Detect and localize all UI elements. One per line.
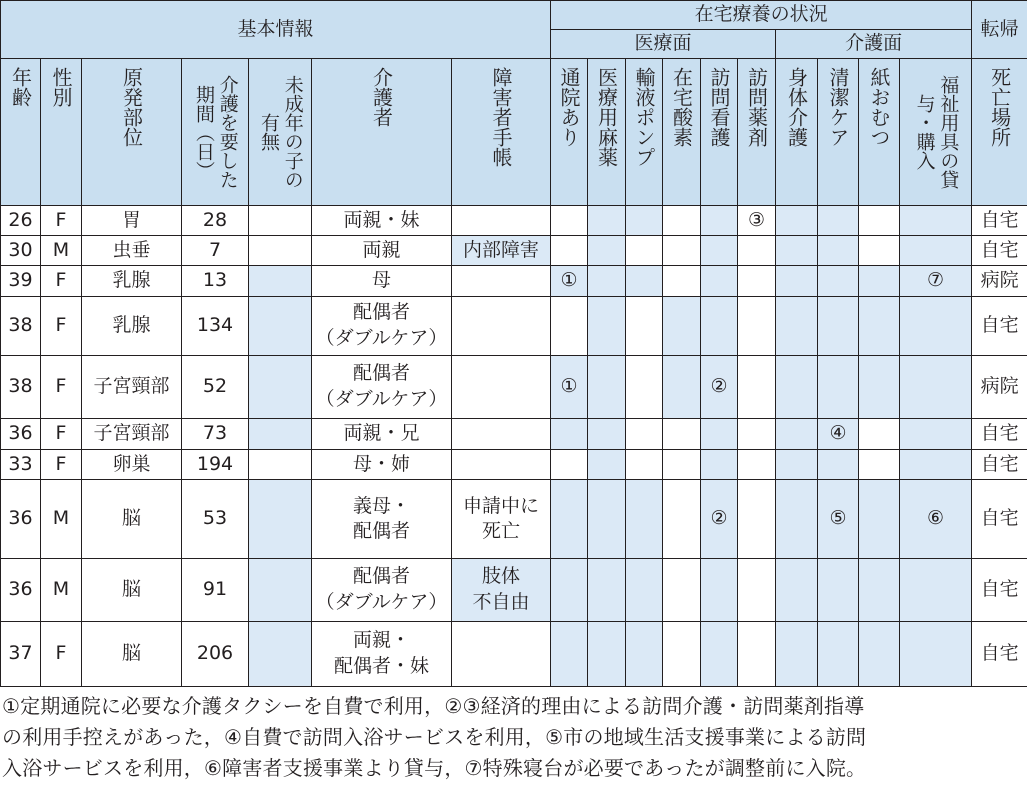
- cell-home-oxygen: [663, 205, 701, 235]
- cell-sex-value: F: [55, 269, 67, 292]
- cell-welfare-equipment-value: ⑥: [927, 507, 945, 530]
- cell-sex-value: M: [52, 507, 70, 530]
- cell-outpatient: [551, 266, 588, 296]
- cell-care-days: [182, 296, 249, 355]
- col-header-narcotics: 医療用麻薬: [588, 59, 626, 206]
- cell-age: [1, 205, 41, 235]
- cell-age: [1, 419, 41, 449]
- cell-death-place: [972, 266, 1027, 296]
- cell-primary-site: [82, 296, 182, 355]
- footnote-line: ①定期通院に必要な介護タクシーを自費で利用，②③経済的理由による訪問介護・訪問薬剤指導: [2, 694, 865, 718]
- cell-home-pharmacy: [738, 355, 776, 419]
- cell-home-pharmacy: [738, 205, 776, 235]
- cell-sex: [41, 236, 82, 266]
- cell-age: [1, 266, 41, 296]
- cell-welfare-equipment: [900, 622, 972, 687]
- cell-home-nursing-value: ②: [710, 507, 728, 530]
- table-row: [1, 559, 1027, 622]
- cell-caregiver-line: 配偶者: [352, 301, 410, 324]
- cell-care-days-value: 52: [202, 375, 228, 398]
- cell-disability-cert: [452, 355, 551, 419]
- table-row: [1, 296, 1027, 355]
- cell-primary-site-value: 脳: [121, 642, 141, 665]
- cell-infusion-pump: [626, 296, 663, 355]
- cell-caregiver: [312, 480, 452, 559]
- cell-primary-site: [82, 419, 182, 449]
- cell-caregiver-line: 配偶者・妹: [333, 655, 429, 678]
- cell-age-value: 39: [8, 269, 33, 292]
- col-header-care-days: 介護を要した期間（日）: [182, 59, 249, 206]
- table-row: [1, 480, 1027, 559]
- cell-caregiver: [312, 355, 452, 419]
- cell-death-place-value: 自宅: [980, 313, 1019, 336]
- cell-caregiver-line: 義母・: [352, 494, 410, 517]
- cell-primary-site-value: 子宮頸部: [93, 422, 170, 445]
- cell-disability-cert: [452, 449, 551, 479]
- cell-hygiene-care: [818, 266, 859, 296]
- cell-minor-child: [249, 205, 312, 235]
- cell-caregiver-line: 両親・: [352, 629, 410, 652]
- cell-narcotics: [588, 266, 626, 296]
- cell-home-oxygen: [663, 559, 701, 622]
- cell-outpatient: [551, 355, 588, 419]
- cell-body-care: [776, 296, 818, 355]
- cell-narcotics: [588, 449, 626, 479]
- cell-sex: [41, 480, 82, 559]
- cell-care-days: [182, 236, 249, 266]
- cell-body-care: [776, 266, 818, 296]
- cell-home-oxygen: [663, 449, 701, 479]
- col-header-home-nursing: 訪問看護: [701, 59, 738, 206]
- cell-primary-site-value: 卵巣: [112, 452, 151, 475]
- cell-infusion-pump: [626, 480, 663, 559]
- cell-welfare-equipment: [900, 449, 972, 479]
- header-home-care-status: 在宅療養の状況: [551, 1, 972, 30]
- cell-sex-value: M: [52, 578, 70, 601]
- cell-diapers: [859, 266, 900, 296]
- cell-narcotics: [588, 236, 626, 266]
- cell-minor-child: [249, 622, 312, 687]
- cell-home-nursing: [701, 236, 738, 266]
- cell-outpatient: [551, 559, 588, 622]
- col-header-caregiver: 介護者: [312, 59, 452, 206]
- cell-hygiene-care: [818, 559, 859, 622]
- cell-hygiene-care: [818, 480, 859, 559]
- cell-hygiene-care: [818, 419, 859, 449]
- cell-caregiver: [312, 205, 452, 235]
- cell-hygiene-care: [818, 622, 859, 687]
- cell-infusion-pump: [626, 266, 663, 296]
- cell-caregiver: [312, 296, 452, 355]
- cell-home-pharmacy-value: ③: [747, 208, 766, 231]
- cell-age-value: 36: [8, 507, 33, 530]
- cell-hygiene-care: [818, 449, 859, 479]
- cell-diapers: [859, 622, 900, 687]
- cell-home-nursing: [701, 622, 738, 687]
- cell-narcotics: [588, 355, 626, 419]
- cell-age-value: 36: [8, 578, 33, 601]
- cell-home-pharmacy: [738, 296, 776, 355]
- cell-welfare-equipment: [900, 266, 972, 296]
- cell-home-oxygen: [663, 266, 701, 296]
- cell-primary-site: [82, 266, 182, 296]
- cell-disability-cert: [452, 559, 551, 622]
- cell-caregiver: [312, 419, 452, 449]
- cell-care-days-value: 73: [202, 422, 228, 445]
- cell-narcotics: [588, 205, 626, 235]
- cell-narcotics: [588, 419, 626, 449]
- cell-primary-site: [82, 622, 182, 687]
- cell-infusion-pump: [626, 449, 663, 479]
- cell-home-nursing: [701, 205, 738, 235]
- cell-sex-value: F: [55, 422, 67, 445]
- cell-hygiene-care: [818, 355, 859, 419]
- cell-home-nursing: [701, 559, 738, 622]
- table-row: [1, 205, 1027, 235]
- cell-sex-value: F: [55, 375, 67, 398]
- cell-caregiver-line: 母: [371, 269, 391, 292]
- cell-hygiene-care-value: ④: [829, 422, 847, 445]
- cell-sex-value: F: [55, 208, 67, 231]
- cell-primary-site: [82, 205, 182, 235]
- cell-caregiver-line: 母・姉: [352, 452, 410, 475]
- cell-death-place-value: 自宅: [980, 208, 1019, 231]
- cell-home-nursing: [701, 355, 738, 419]
- cell-hygiene-care: [818, 296, 859, 355]
- cell-minor-child: [249, 236, 312, 266]
- cell-welfare-equipment: [900, 480, 972, 559]
- cell-disability-cert-line: 申請中に: [463, 494, 540, 517]
- cell-home-nursing: [701, 296, 738, 355]
- cell-care-days: [182, 419, 249, 449]
- cell-age: [1, 480, 41, 559]
- cell-primary-site-value: 虫垂: [112, 238, 151, 261]
- cell-body-care: [776, 480, 818, 559]
- cell-body-care: [776, 355, 818, 419]
- cell-care-days: [182, 355, 249, 419]
- cell-age: [1, 296, 41, 355]
- cell-minor-child: [249, 296, 312, 355]
- cell-care-days: [182, 266, 249, 296]
- cell-age: [1, 236, 41, 266]
- cell-primary-site-value: 胃: [121, 208, 141, 231]
- table-row: [1, 236, 1027, 266]
- cell-death-place: [972, 449, 1027, 479]
- cell-diapers: [859, 205, 900, 235]
- cell-home-oxygen: [663, 236, 701, 266]
- header-care-aspect: 介護面: [776, 30, 972, 59]
- cell-age-value: 38: [8, 313, 33, 336]
- cell-body-care: [776, 419, 818, 449]
- cell-home-oxygen: [663, 296, 701, 355]
- cell-outpatient-value: ①: [560, 375, 578, 398]
- cell-primary-site: [82, 559, 182, 622]
- cell-death-place: [972, 296, 1027, 355]
- table-row: [1, 622, 1027, 687]
- cell-care-days: [182, 559, 249, 622]
- cell-death-place-value: 自宅: [980, 452, 1019, 475]
- cell-caregiver: [312, 236, 452, 266]
- cell-disability-cert: [452, 480, 551, 559]
- cell-sex: [41, 205, 82, 235]
- footnote-line: の利用手控えがあった，④自費で訪問入浴サービスを利用，⑤市の地域生活支援事業による訪問: [2, 725, 867, 749]
- cell-caregiver-line: 両親・妹: [343, 208, 420, 231]
- cell-outpatient: [551, 205, 588, 235]
- cell-death-place: [972, 355, 1027, 419]
- cell-hygiene-care: [818, 205, 859, 235]
- cell-minor-child: [249, 480, 312, 559]
- cell-body-care: [776, 622, 818, 687]
- cell-disability-cert: [452, 419, 551, 449]
- cell-primary-site-value: 脳: [121, 507, 141, 530]
- cell-age: [1, 559, 41, 622]
- cell-welfare-equipment: [900, 296, 972, 355]
- cell-age-value: 36: [8, 422, 33, 445]
- cell-caregiver-line: 配偶者: [352, 520, 410, 543]
- cell-diapers: [859, 559, 900, 622]
- cell-narcotics: [588, 296, 626, 355]
- cell-home-pharmacy: [738, 480, 776, 559]
- cell-diapers: [859, 449, 900, 479]
- cell-outpatient: [551, 480, 588, 559]
- cell-sex: [41, 296, 82, 355]
- cell-home-pharmacy: [738, 419, 776, 449]
- cell-home-pharmacy: [738, 622, 776, 687]
- cell-minor-child: [249, 419, 312, 449]
- cell-caregiver: [312, 266, 452, 296]
- cell-caregiver-line: （ダブルケア）: [315, 326, 448, 349]
- cell-primary-site-value: 乳腺: [112, 313, 151, 336]
- cell-sex-value: M: [52, 238, 70, 261]
- cell-body-care: [776, 559, 818, 622]
- cell-outpatient: [551, 449, 588, 479]
- cell-caregiver: [312, 622, 452, 687]
- cell-outpatient: [551, 622, 588, 687]
- header-basic-info: 基本情報: [1, 1, 551, 59]
- col-header-death-place: 死亡場所: [972, 59, 1027, 206]
- cell-care-days: [182, 449, 249, 479]
- cell-primary-site: [82, 355, 182, 419]
- cell-home-oxygen: [663, 480, 701, 559]
- footnote: [2, 691, 1027, 784]
- header-outcome: 転帰: [972, 1, 1027, 59]
- cell-narcotics: [588, 559, 626, 622]
- cell-age: [1, 622, 41, 687]
- cell-death-place-value: 自宅: [980, 422, 1019, 445]
- cell-caregiver-line: （ダブルケア）: [315, 387, 448, 410]
- cell-caregiver-line: 両親: [362, 238, 401, 261]
- cell-sex: [41, 355, 82, 419]
- cell-sex: [41, 266, 82, 296]
- cell-home-nursing: [701, 419, 738, 449]
- cell-death-place: [972, 559, 1027, 622]
- cell-home-nursing: [701, 480, 738, 559]
- cell-sex-value: F: [55, 452, 67, 475]
- cell-death-place: [972, 419, 1027, 449]
- cell-narcotics: [588, 622, 626, 687]
- cell-infusion-pump: [626, 419, 663, 449]
- cell-welfare-equipment: [900, 355, 972, 419]
- cell-death-place-value: 自宅: [980, 238, 1019, 261]
- cell-welfare-equipment: [900, 419, 972, 449]
- cell-body-care: [776, 449, 818, 479]
- cell-welfare-equipment: [900, 236, 972, 266]
- cell-welfare-equipment: [900, 205, 972, 235]
- cell-caregiver-line: 配偶者: [352, 362, 410, 385]
- cell-death-place-value: 自宅: [980, 578, 1019, 601]
- cell-care-days-value: 13: [202, 269, 228, 292]
- col-header-home-pharmacy: 訪問薬剤: [738, 59, 776, 206]
- cell-disability-cert: [452, 266, 551, 296]
- cell-sex-value: F: [55, 642, 67, 665]
- cell-care-days-value: 206: [196, 642, 234, 665]
- cell-disability-cert: [452, 622, 551, 687]
- cell-death-place-value: 病院: [980, 269, 1019, 292]
- cell-home-pharmacy: [738, 236, 776, 266]
- cell-disability-cert: [452, 296, 551, 355]
- header-medical-aspect: 医療面: [551, 30, 776, 59]
- col-header-hygiene-care: 清潔ケア: [818, 59, 859, 206]
- cell-disability-cert-line: 内部障害: [463, 238, 540, 261]
- cell-disability-cert-line: 不自由: [472, 591, 530, 614]
- cell-caregiver-line: 配偶者: [352, 565, 410, 588]
- cell-disability-cert-line: 死亡: [482, 520, 521, 543]
- cell-age-value: 38: [8, 375, 33, 398]
- cell-infusion-pump: [626, 236, 663, 266]
- cell-narcotics: [588, 480, 626, 559]
- cell-death-place-value: 病院: [980, 375, 1019, 398]
- cell-primary-site: [82, 449, 182, 479]
- col-header-minor-child: 未成年の子の有無: [249, 59, 312, 206]
- col-header-disability-cert: 障害者手帳: [452, 59, 551, 206]
- cell-age: [1, 355, 41, 419]
- cell-primary-site: [82, 236, 182, 266]
- cell-care-days-value: 134: [196, 313, 234, 336]
- cell-home-pharmacy: [738, 559, 776, 622]
- cell-death-place: [972, 236, 1027, 266]
- cell-diapers: [859, 296, 900, 355]
- cell-disability-cert-line: 肢体: [482, 565, 521, 588]
- cell-care-days-value: 91: [202, 578, 228, 601]
- cell-primary-site-value: 乳腺: [112, 269, 151, 292]
- cell-outpatient: [551, 419, 588, 449]
- cell-age-value: 33: [8, 452, 33, 475]
- cell-body-care: [776, 205, 818, 235]
- cell-minor-child: [249, 355, 312, 419]
- col-header-diapers: 紙おむつ: [859, 59, 900, 206]
- table-row: [1, 266, 1027, 296]
- cell-home-nursing: [701, 266, 738, 296]
- cell-welfare-equipment: [900, 559, 972, 622]
- cell-home-pharmacy: [738, 266, 776, 296]
- cell-diapers: [859, 236, 900, 266]
- col-header-outpatient: 通院あり: [551, 59, 588, 206]
- cell-infusion-pump: [626, 205, 663, 235]
- cell-care-days-value: 28: [202, 208, 228, 231]
- cell-sex: [41, 622, 82, 687]
- cell-infusion-pump: [626, 355, 663, 419]
- cell-minor-child: [249, 266, 312, 296]
- cell-caregiver: [312, 449, 452, 479]
- col-header-body-care: 身体介護: [776, 59, 818, 206]
- cell-hygiene-care: [818, 236, 859, 266]
- cell-caregiver-line: 両親・兄: [343, 422, 420, 445]
- cell-primary-site-value: 脳: [121, 578, 141, 601]
- cell-sex: [41, 449, 82, 479]
- cell-disability-cert: [452, 236, 551, 266]
- cell-home-oxygen: [663, 419, 701, 449]
- cell-death-place-value: 自宅: [980, 642, 1019, 665]
- cell-caregiver: [312, 559, 452, 622]
- cell-primary-site-value: 子宮頸部: [93, 375, 170, 398]
- cell-death-place: [972, 205, 1027, 235]
- cell-body-care: [776, 236, 818, 266]
- cell-minor-child: [249, 449, 312, 479]
- cell-sex: [41, 559, 82, 622]
- table-row: [1, 355, 1027, 419]
- cell-home-oxygen: [663, 622, 701, 687]
- cell-care-days: [182, 480, 249, 559]
- cell-hygiene-care-value: ⑤: [829, 507, 847, 530]
- cell-sex: [41, 419, 82, 449]
- cell-home-nursing-value: ②: [710, 375, 728, 398]
- cell-age: [1, 449, 41, 479]
- col-header-primary-site: 原発部位: [82, 59, 182, 206]
- cell-disability-cert: [452, 205, 551, 235]
- cell-care-days: [182, 622, 249, 687]
- cell-home-pharmacy: [738, 449, 776, 479]
- cell-age-value: 30: [8, 238, 33, 261]
- cell-minor-child: [249, 559, 312, 622]
- cell-caregiver-line: （ダブルケア）: [315, 591, 448, 614]
- cell-age-value: 26: [8, 208, 33, 231]
- col-header-sex: 性別: [41, 59, 82, 206]
- cell-death-place: [972, 480, 1027, 559]
- cell-diapers: [859, 419, 900, 449]
- table-row: [1, 449, 1027, 479]
- table-row: [1, 419, 1027, 449]
- cell-care-days-value: 53: [202, 507, 228, 530]
- cell-death-place: [972, 622, 1027, 687]
- cell-death-place-value: 自宅: [980, 507, 1019, 530]
- cell-diapers: [859, 480, 900, 559]
- cell-outpatient: [551, 236, 588, 266]
- cell-outpatient-value: ①: [560, 269, 578, 292]
- cell-home-nursing: [701, 449, 738, 479]
- col-header-age: 年齢: [1, 59, 41, 206]
- cell-sex-value: F: [55, 313, 67, 336]
- cell-care-days-value: 194: [196, 452, 234, 475]
- cell-infusion-pump: [626, 622, 663, 687]
- cell-care-days: [182, 205, 249, 235]
- cell-infusion-pump: [626, 559, 663, 622]
- cell-home-oxygen: [663, 355, 701, 419]
- cell-diapers: [859, 355, 900, 419]
- footnote-line: 入浴サービスを利用，⑥障害者支援事業より貸与，⑦特殊寝台が必要であったが調整前に入院。: [2, 756, 867, 780]
- cell-welfare-equipment-value: ⑦: [927, 269, 945, 292]
- cell-care-days-value: 7: [208, 238, 222, 261]
- col-header-welfare-equipment: 福祉用具の貸与・購入: [900, 59, 972, 206]
- col-header-infusion-pump: 輸液ポンプ: [626, 59, 663, 206]
- col-header-home-oxygen: 在宅酸素: [663, 59, 701, 206]
- cell-primary-site: [82, 480, 182, 559]
- cell-age-value: 37: [8, 642, 33, 665]
- cell-outpatient: [551, 296, 588, 355]
